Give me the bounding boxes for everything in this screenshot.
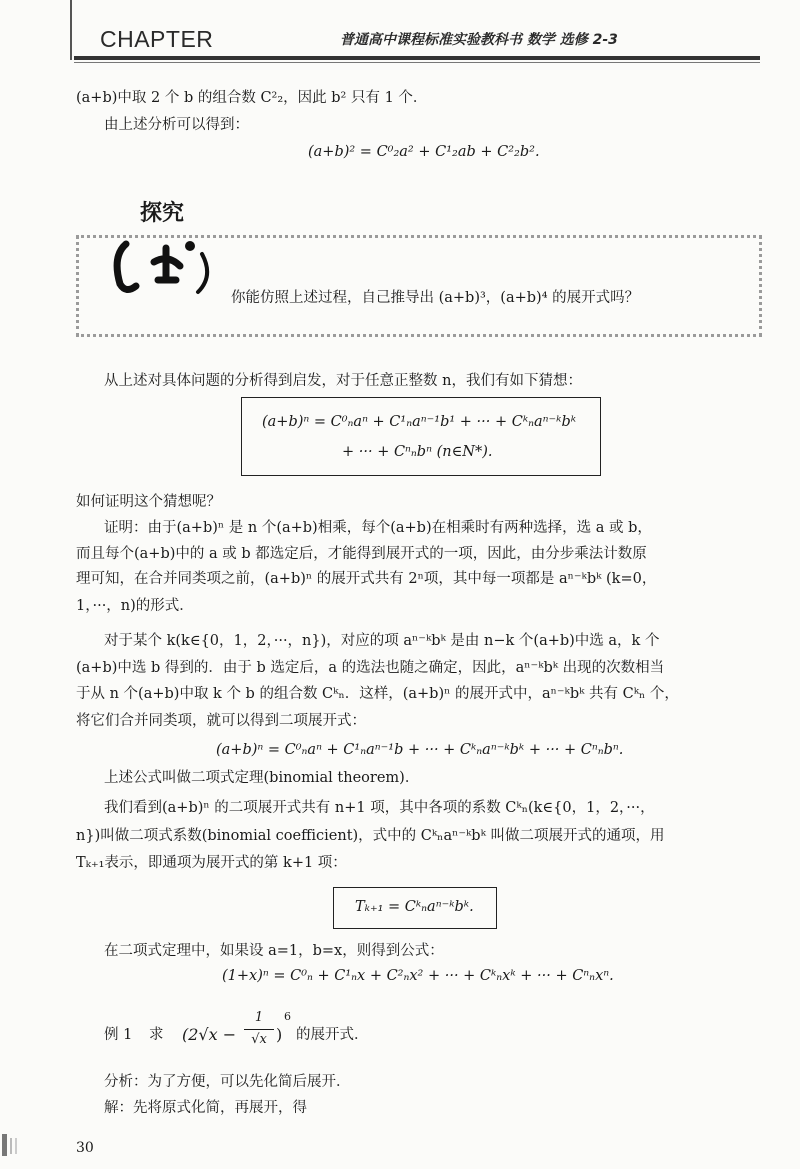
conjecture-line2: + ··· + Cⁿₙbⁿ (n∈N*). bbox=[342, 444, 493, 460]
chapter-label: CHAPTER bbox=[100, 26, 214, 52]
combine-line: (a+b)中选 b 得到的．由于 b 选定后，a 的选法也随之确定，因此，aⁿ⁻ᵏbᵏ 出现的次数相当 bbox=[76, 660, 665, 676]
example-expr-left: (2√x − bbox=[182, 1025, 237, 1044]
example-exponent: 6 bbox=[284, 1010, 291, 1023]
coeff-line: 我们看到(a+b)ⁿ 的二项展开式共有 n+1 项，其中各项的系数 Cᵏₙ(k∈{0，1，2，···， bbox=[104, 800, 655, 816]
example-suffix: 的展开式． bbox=[296, 1027, 369, 1043]
book-title: 普通高中课程标准实验教科书 数学 选修 2-3 bbox=[340, 32, 618, 48]
example-ask: 求 bbox=[149, 1027, 164, 1043]
proof-line: 而且每个(a+b)中的 a 或 b 都选定后，才能得到展开式的一项，因此，由分步乘法计数原 bbox=[76, 546, 647, 562]
special-line: 在二项式定理中，如果设 a=1，b=x，则得到公式： bbox=[104, 943, 444, 959]
example-frac-bar bbox=[244, 1029, 274, 1030]
analysis-line: 分析：为了方便，可以先化简后展开． bbox=[104, 1074, 351, 1090]
theorem-line: 上述公式叫做二项式定理(binomial theorem)． bbox=[104, 770, 420, 786]
binomial-formula: (a+b)ⁿ = C⁰ₙaⁿ + C¹ₙaⁿ⁻¹b + ··· + Cᵏₙaⁿ⁻ᵏbᵏ + ··· + Cⁿₙbⁿ. bbox=[216, 742, 624, 758]
page-spine bbox=[70, 0, 72, 60]
page-number: 30 bbox=[76, 1140, 94, 1156]
conjecture-line1: (a+b)ⁿ = C⁰ₙaⁿ + C¹ₙaⁿ⁻¹b¹ + ··· + Cᵏₙaⁿ⁻ᵏbᵏ bbox=[262, 414, 577, 430]
combine-line: 于从 n 个(a+b)中取 k 个 b 的组合数 Cᵏₙ．这样，(a+b)ⁿ 的展开式中，aⁿ⁻ᵏbᵏ 共有 Cᵏₙ 个， bbox=[76, 686, 679, 702]
header-rule-thin bbox=[74, 62, 760, 63]
text-line: 如何证明这个猜想呢？ bbox=[76, 494, 221, 510]
example-frac-den: √x bbox=[251, 1032, 267, 1047]
text-line: 由上述分析可以得到： bbox=[104, 117, 249, 133]
header-rule bbox=[74, 56, 760, 60]
proof-line: 理可知，在合并同类项之前，(a+b)ⁿ 的展开式共有 2ⁿ项，其中每一项都是 aⁿ⁻ᵏbᵏ (k=0， bbox=[76, 571, 657, 587]
conjecture-box bbox=[241, 397, 601, 476]
combine-line: 对于某个 k(k∈{0，1，2，···，n})，对应的项 aⁿ⁻ᵏbᵏ 是由 n−k 个(a+b)中选 a，k 个 bbox=[104, 633, 660, 649]
coeff-line: n})叫做二项式系数(binomial coefficient)，式中的 Cᵏₙaⁿ⁻ᵏbᵏ 叫做二项展开式的通项，用 bbox=[76, 828, 665, 844]
example-expr-right: ) bbox=[276, 1025, 283, 1044]
proof-line: 1，···，n)的形式． bbox=[76, 598, 194, 614]
solution-line: 解：先将原式化简，再展开，得 bbox=[104, 1100, 307, 1116]
formula-square: (a+b)² = C⁰₂a² + C¹₂ab + C²₂b². bbox=[308, 144, 540, 160]
page-edge-mark-icon bbox=[0, 1130, 30, 1160]
special-formula: (1+x)ⁿ = C⁰ₙ + C¹ₙx + C²ₙx² + ··· + Cᵏₙxᵏ + ··· + Cⁿₙxⁿ. bbox=[222, 968, 614, 984]
explore-question: 你能仿照上述过程，自己推导出 (a+b)³，(a+b)⁴ 的展开式吗？ bbox=[231, 290, 640, 306]
proof-line: 证明：由于(a+b)ⁿ 是 n 个(a+b)相乘，每个(a+b)在相乘时有两种选择，选 a 或 b， bbox=[104, 520, 652, 536]
example-label: 例 1 bbox=[104, 1027, 133, 1043]
text-line: 从上述对具体问题的分析得到启发，对于任意正整数 n，我们有如下猜想： bbox=[104, 373, 582, 389]
explore-title: 探究 bbox=[140, 200, 185, 226]
combine-line: 将它们合并同类项，就可以得到二项展开式： bbox=[76, 713, 366, 729]
text-line: (a+b)中取 2 个 b 的组合数 C²₂，因此 b² 只有 1 个． bbox=[76, 90, 428, 106]
general-term-formula: Tₖ₊₁ = Cᵏₙaⁿ⁻ᵏbᵏ. bbox=[355, 899, 474, 915]
coeff-line: Tₖ₊₁表示，即通项为展开式的第 k+1 项： bbox=[76, 855, 347, 871]
example-frac-num: 1 bbox=[254, 1010, 264, 1025]
